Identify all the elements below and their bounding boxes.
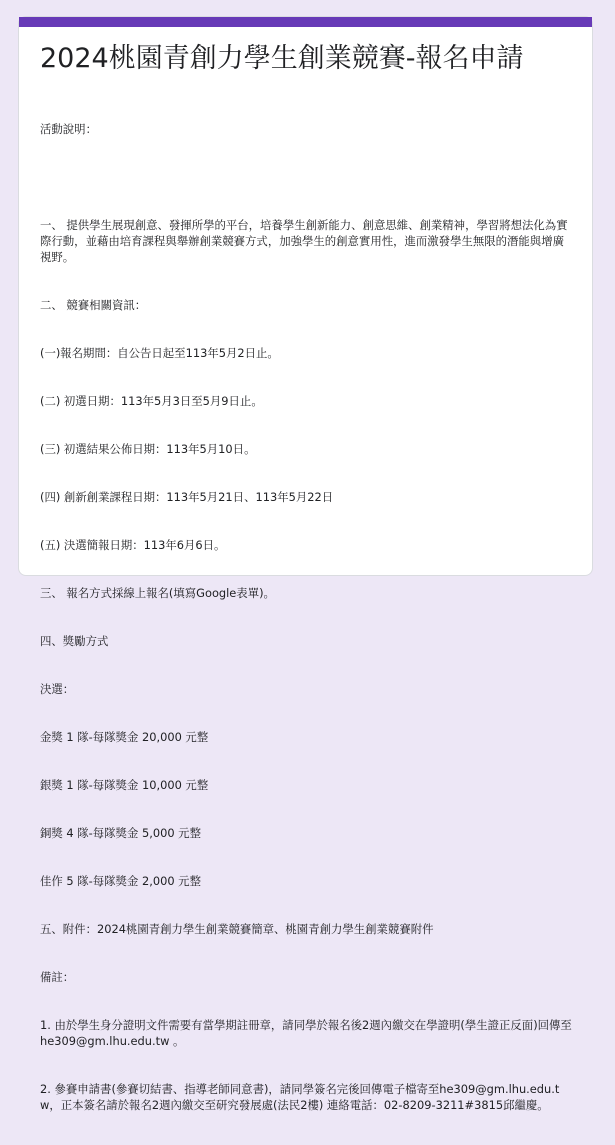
description-line: 四、獎勵方式: [40, 634, 109, 648]
description-line: 決選：: [40, 682, 75, 696]
description-line: 金獎 1 隊-每隊獎金 20,000 元整: [40, 730, 209, 744]
description-line: 1. 由於學生身分證明文件需要有當學期註冊章，請同學於報名後2週內繳交在學證明(學生證正反面)回傳至 he309@gm.lhu.edu.tw 。: [40, 1018, 576, 1048]
description-line: (一)報名期間：自公告日起至113年5月2日止。: [40, 346, 279, 360]
description-line: 銅獎 4 隊-每隊獎金 5,000 元整: [40, 826, 201, 840]
description-line: (四) 創新創業課程日期：113年5月21日、113年5月22日: [40, 490, 334, 504]
description-line: 2. 參賽申請書(參賽切結書、指導老師同意書)，請同學簽名完後回傳電子檔寄至he309@gm.lhu.edu.tw，正本簽名請於報名2週內繳交至研究發展處(法民2樓) 連絡電話：02-8209-3211#3815邱繼慶。: [40, 1082, 560, 1112]
description-line: 五、附件：2024桃園青創力學生創業競賽簡章、桃園青創力學生創業競賽附件: [40, 922, 434, 936]
description-line: 二、 競賽相關資訊：: [40, 298, 147, 312]
form-description: [40, 89, 576, 1145]
description-line: 佳作 5 隊-每隊獎金 2,000 元整: [40, 874, 201, 888]
description-line: 備註：: [40, 970, 75, 984]
description-line: 三、 報名方式採線上報名(填寫Google表單)。: [40, 586, 275, 600]
description-line: 一、 提供學生展現創意、發揮所學的平台，培養學生創新能力、創意思維、創業精神，學習將想法化為實際行動，並藉由培育課程與舉辦創業競賽方式，加強學生的創意實用性，進而激發學生無限的潛能與增廣視野。: [40, 218, 568, 264]
description-line: 銀獎 1 隊-每隊獎金 10,000 元整: [40, 778, 209, 792]
description-line: 活動說明：: [40, 122, 97, 136]
form-header-content: [19, 27, 592, 1145]
description-line: (二) 初選日期：113年5月3日至5月9日止。: [40, 394, 263, 408]
description-line: (三) 初選結果公佈日期：113年5月10日。: [40, 442, 256, 456]
description-line: [40, 169, 572, 185]
form-title: 2024桃園青創力學生創業競賽-報名申請: [40, 43, 524, 74]
form-accent-bar: [19, 17, 592, 27]
form-header-card: [18, 16, 593, 1112]
description-line: (五) 決選簡報日期：113年6月6日。: [40, 538, 226, 552]
